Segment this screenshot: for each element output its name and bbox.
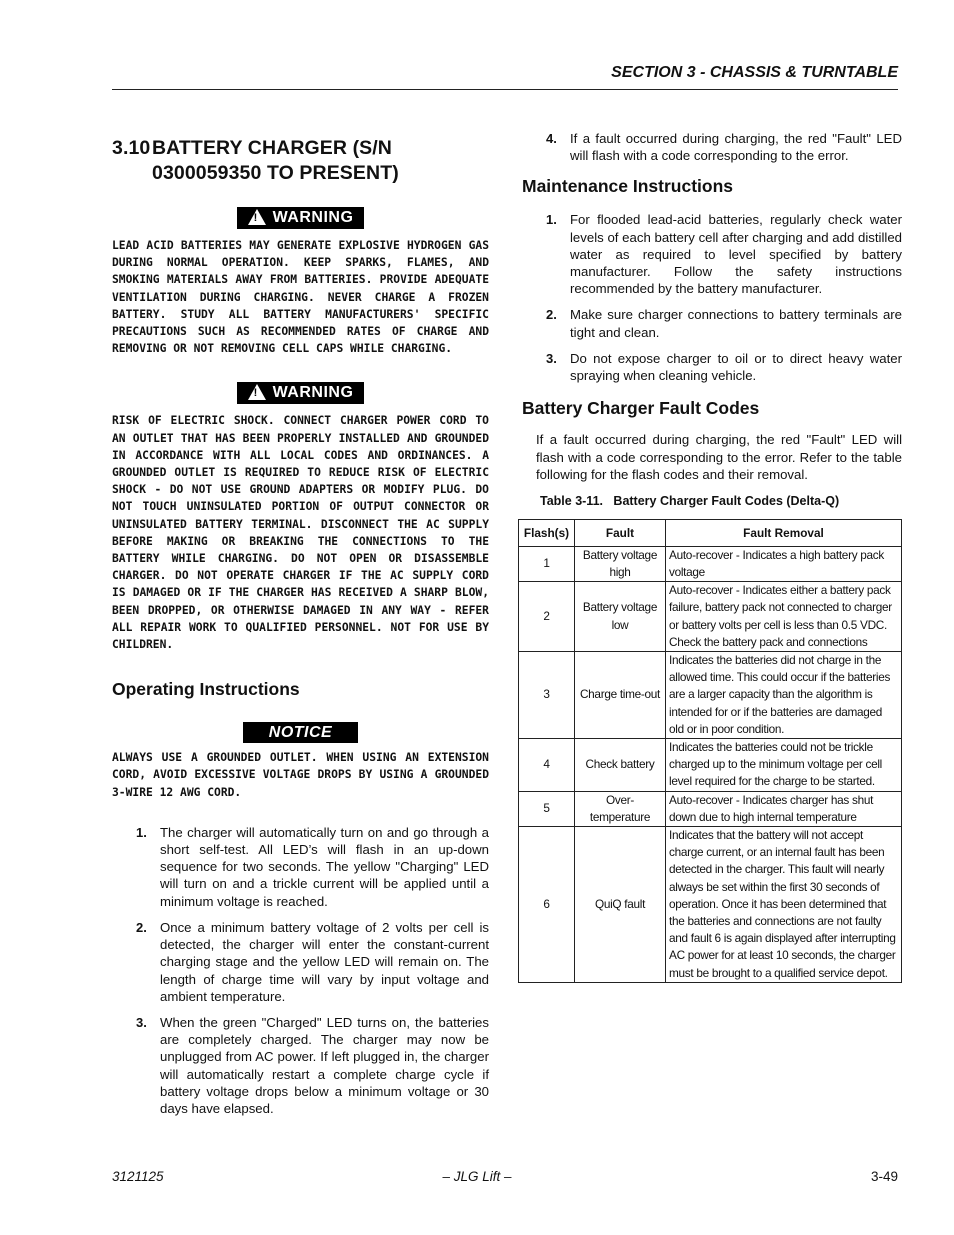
table-row: [519, 826, 902, 982]
flash-cell: 4: [519, 738, 575, 791]
table-caption: Table 3-11. Battery Charger Fault Codes (Delta-Q): [540, 493, 840, 508]
list-item: [522, 350, 902, 384]
flash-cell: 2: [519, 582, 575, 652]
warning-triangle-icon: !: [248, 209, 266, 225]
warning-label: WARNING: [272, 209, 354, 226]
maintenance-steps: [522, 211, 902, 384]
notice-badge: NOTICE: [243, 722, 358, 743]
fault-codes-intro: If a fault occurred during charging, the red "Fault" LED will flash with a code corresponding to the error. Refer to the table following for the flash codes and their removal.: [536, 432, 902, 483]
list-item: [522, 130, 902, 164]
warning-badge: [237, 207, 364, 229]
removal-cell: Indicates that the battery will not accept charge current, or an internal fault has been detected in the charger. This fault will nearly always be set within the first 30 seconds of operation. Once it has been determined that the batteries and connections are not faulty and fault 6 is again displayed after interrupting AC power for at least 10 seconds, the charger must be brought to a qualified service depot.: [666, 826, 902, 982]
fault-cell: Check battery: [575, 738, 666, 791]
list-item: [522, 211, 902, 297]
table-row: [519, 651, 902, 738]
fault-cell: Battery voltage low: [575, 582, 666, 652]
step-text: Make sure charger connections to battery terminals are tight and clean.: [570, 307, 902, 340]
warning-text: LEAD ACID BATTERIES MAY GENERATE EXPLOSIVE HYDROGEN GAS DURING NORMAL OPERATION. KEEP SPARKS, FLAMES, AND SMOKING MATERIALS AWAY FROM BATTERIES. PROVIDE ADEQUATE VENTILATION DURING CHARGING. NEVER CHARGE A FROZEN BATTERY. STUDY ALL BATTERY MANUFACTURERS' SPECIFIC PRECAUTIONS SUCH AS RECOMMENDED RATES OF CHARGE AND REMOVING OR NOT REMOVING CELL CAPS WHILE CHARGING.: [112, 239, 489, 356]
right-column: [522, 130, 902, 983]
footer-doc-number: 3121125: [112, 1169, 164, 1184]
warning-label: WARNING: [272, 384, 354, 402]
removal-cell: Auto-recover - Indicates a high battery pack voltage: [666, 546, 902, 581]
step-text: If a fault occurred during charging, the red "Fault" LED will flash with a code corresponding to the error.: [570, 131, 902, 164]
flash-cell: 3: [519, 651, 575, 738]
table-header-row: [519, 519, 902, 546]
column-header-flash: Flash(s): [519, 519, 575, 546]
operating-steps: [112, 824, 489, 1117]
fault-cell: Over-temperature: [575, 791, 666, 826]
step-number: 4.: [546, 131, 557, 146]
table-row: [519, 791, 902, 826]
table-row: [519, 582, 902, 652]
maintenance-heading: Maintenance Instructions: [522, 176, 734, 197]
notice-text: ALWAYS USE A GROUNDED OUTLET. WHEN USING AN EXTENSION CORD, AVOID EXCESSIVE VOLTAGE DROPS BY USING A GROUNDED 3-WIRE 12 AWG CORD.: [112, 751, 489, 799]
warning-2-badge-wrap: [112, 382, 489, 406]
step-number: 1.: [546, 212, 557, 228]
step-text: For flooded lead-acid batteries, regularly check water levels of each battery cell after charging and add distilled water as required to level specified by battery manufacturer. Follow the safety instructions recommended by the battery manufacturer.: [570, 212, 902, 297]
header-rule: [112, 89, 898, 90]
fault-codes-table: [518, 519, 902, 983]
column-header-removal: Fault Removal: [666, 519, 902, 546]
list-item: [522, 306, 902, 340]
section-number: 3.10: [112, 137, 151, 159]
flash-cell: 6: [519, 826, 575, 982]
section-header: SECTION 3 - CHASSIS & TURNTABLE: [611, 64, 898, 81]
removal-cell: Auto-recover - Indicates either a battery pack failure, battery pack not connected to charger or battery volts per cell is less than 0.5 VDC. Check the battery pack and connections: [666, 582, 902, 652]
left-column: [112, 130, 489, 1126]
table-row: [519, 546, 902, 581]
step-text: The charger will automatically turn on and go through a short self-test. All LED’s will flash in an up-down sequence for two seconds. The yellow "Charging" LED will turn on and a trickle current will be applied until a minimum voltage is reached.: [160, 824, 489, 909]
removal-cell: Indicates the batteries did not charge in the allowed time. This could occur if the batteries are a larger capacity than the algorithm is intended for or if the batteries are damaged old or in poor condition.: [666, 651, 902, 738]
step-text: Once a minimum battery voltage of 2 volts per cell is detected, the charger will enter the constant-current charging stage and the yellow LED will remain on. The length of charge time will vary by input voltage and ambient temperature.: [160, 919, 489, 1004]
list-item: [112, 1014, 489, 1117]
step-number: 2.: [546, 307, 557, 323]
warning-triangle-icon: !: [248, 384, 266, 400]
fault-cell: Battery voltage high: [575, 546, 666, 581]
footer-brand: – JLG Lift –: [442, 1169, 512, 1184]
operating-heading: Operating Instructions: [112, 679, 300, 700]
warning-text: RISK OF ELECTRIC SHOCK. CONNECT CHARGER POWER CORD TO AN OUTLET THAT HAS BEEN PROPERLY INSTALLED AND GROUNDED IN ACCORDANCE WITH ALL LOCAL CODES AND ORDINANCES. A GROUNDED OUTLET IS REQUIRED TO REDUCE RISK OF ELECTRIC SHOCK - DO NOT USE GROUND ADAPTERS OR MODIFY PLUG. DO NOT TOUCH UNINSULATED PORTION OF OUTPUT CONNECTOR OR UNINSULATED BATTERY TERMINAL. DISCONNECT THE AC SUPPLY BEFORE MAKING OR BREAKING THE CONNECTIONS TO THE BATTERY WHILE CHARGING. DO NOT OPEN OR DISASSEMBLE CHARGER. DO NOT OPERATE CHARGER IF THE AC SUPPLY CORD IS DAMAGED OR IF THE CHARGER HAS RECEIVED A SHARP BLOW, BEEN DROPPED, OR OTHERWISE DAMAGED IN ANY WAY - REFER ALL REPAIR WORK TO QUALIFIED PERSONNEL. NOT FOR USE BY CHILDREN.: [112, 414, 489, 652]
fault-cell: QuiQ fault: [575, 826, 666, 982]
removal-cell: Auto-recover - Indicates charger has shut down due to high internal temperature: [666, 791, 902, 826]
warning-badge: [237, 382, 364, 404]
footer-page-number: 3-49: [870, 1169, 898, 1184]
section-title-text: BATTERY CHARGER (S/N 0300059350 TO PRESENT): [152, 137, 399, 184]
column-header-fault: Fault: [575, 519, 666, 546]
step-number: 1.: [136, 824, 147, 840]
section-title: [112, 136, 489, 186]
removal-cell: Indicates the batteries could not be trickle charged up to the minimum voltage per cell level required for the charge to be started.: [666, 738, 902, 791]
step-text: Do not expose charger to oil or to direct heavy water spraying when cleaning vehicle.: [570, 350, 902, 384]
list-item: [112, 919, 489, 1005]
step-number: 2.: [136, 919, 147, 935]
fault-codes-heading: Battery Charger Fault Codes: [522, 398, 760, 419]
step-text: When the green "Charged" LED turns on, the batteries are completely charged. The charger may now be unplugged from AC power. If left plugged in, the charger will automatically restart a complete charge cycle if battery voltage drops below a minimum voltage or 30 days have elapsed.: [160, 1014, 489, 1116]
fault-cell: Charge time-out: [575, 651, 666, 738]
flash-cell: 5: [519, 791, 575, 826]
list-item: [112, 824, 489, 910]
flash-cell: 1: [519, 546, 575, 581]
step-number: 3.: [546, 350, 557, 366]
notice-badge-wrap: [112, 722, 489, 743]
step-number: 3.: [136, 1014, 147, 1030]
table-row: [519, 738, 902, 791]
warning-1-badge-wrap: [112, 207, 489, 231]
